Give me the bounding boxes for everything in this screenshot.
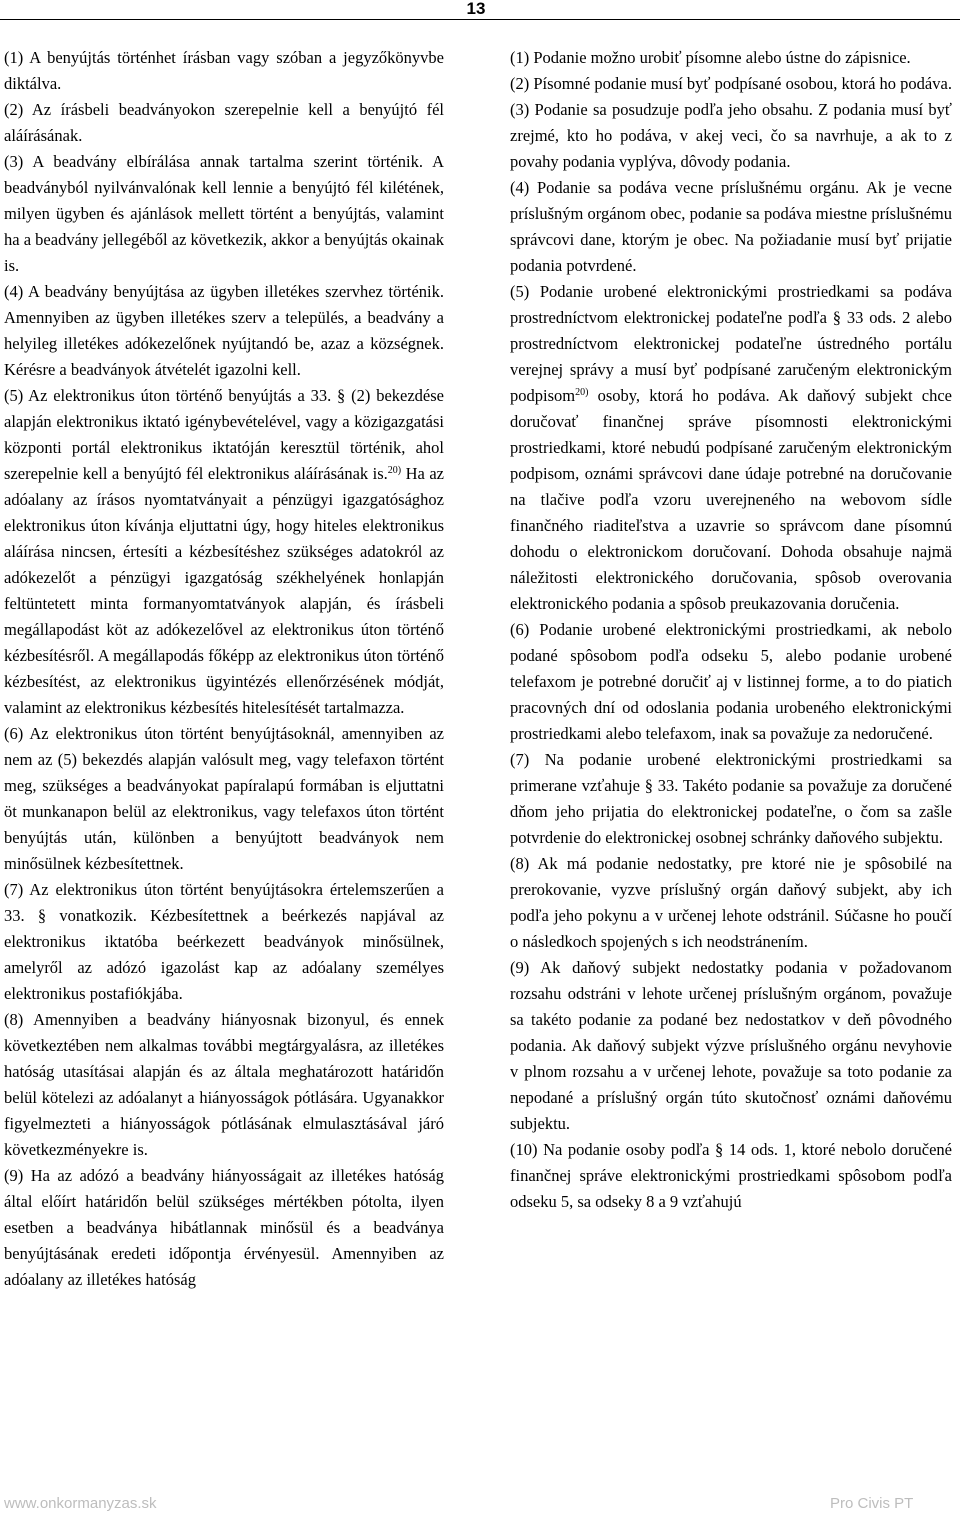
paragraph-4: (4) A beadvány benyújtása az ügyben illetékes szervhez történik. Amennyiben az ügyben illetékes szerv a település, a beadvány a helyileg illetékes adókezelőnek nyújtandó be, azaz a községnek. Kérésre a beadványok átvételét igazolni kell. [4, 282, 444, 379]
page-number: 13 [466, 0, 486, 18]
paragraph-8: (8) Amennyiben a beadvány hiányosnak bizonyul, és ennek következtében nem alkalmas további megtárgyalásra, az illetékes hatóság utasításai alapján és az általa meghatározott határidőn belül kötelezi az adóalanyt a hiányosságok pótlására. Ugyanakkor figyelmezteti a hiányosságok pótlásának elmulasztásával járó következményekre is. [4, 1010, 444, 1159]
paragraph-5-text-before: (5) Podanie urobené elektronickými prostriedkami sa podáva prostredníctvom elektronickej podateľne podľa § 33 ods. 2 alebo prostredníctvom elektronickej podateľne ústredného portálu verejnej správy a musí byť podpísané zaručeným elektronickým podpisom [510, 282, 952, 405]
paragraph-5-text-before: (5) Az elektronikus úton történő benyújtás a 33. § (2) bekezdése alapján elektronikus iktató igénybevételével, vagy a közigazgatási központi portál elektronikus iktatóján keresztül történik, ahol szerepelnie kell a benyújtó fél elektronikus aláírásának is. [4, 386, 444, 483]
paragraph-7: (7) Na podanie urobené elektronickými prostriedkami sa primerane vzťahuje § 33. Takéto podanie sa považuje za doručené dňom jeho prijatia do elektronickej podateľne, o čom sa zašle potvrdenie do elektronickej osobnej schránky daňového subjektu. [510, 750, 952, 847]
paragraph-2: (2) Az írásbeli beadványokon szerepelnie kell a benyújtó fél aláírásának. [4, 100, 444, 145]
right-column-slovak [510, 45, 952, 1215]
paragraph-6: (6) Az elektronikus úton történt benyújtásoknál, amennyiben az nem az (5) bekezdés alapján valósult meg, vagy telefaxon történt meg, szükséges a beadványokat papíralapú formában is eljuttatni öt munkanapon belül az elektronikus, vagy telefaxos úton történt benyújtás után, különben a benyújtott beadványok nem minősülnek kézbesítettnek. [4, 724, 444, 873]
paragraph-10: (10) Na podanie osoby podľa § 14 ods. 1, ktoré nebolo doručené finančnej správe elektronickými prostriedkami spôsobom podľa odseku 5, sa odseky 8 a 9 vzťahujú [510, 1140, 952, 1211]
paragraph-5-text-after: osoby, ktorá ho podáva. Ak daňový subjekt chce doručovať finančnej správe písomnosti elektronickými prostriedkami, ktoré nebudú podpísané zaručeným elektronickým podpisom, oznámi správcovi dane údaje potrebné na doručovanie na tlačive podľa vzoru uverejneného na webovom sídle finančného riaditeľstva a uzavrie so správcom dane písomnú dohodu o elektronickom doručovaní. Dohoda obsahuje najmä náležitosti elektronického doručovania, spôsob overovania elektronického podania a spôsob preukazovania doručenia. [510, 386, 952, 613]
paragraph-8: (8) Ak má podanie nedostatky, pre ktoré nie je spôsobilé na prerokovanie, vyzve príslušný orgán daňový subjekt, aby ich podľa jeho pokynu a v určenej lehote odstránil. Súčasne ho poučí o následkoch spojených s ich neodstránením. [510, 854, 952, 951]
paragraph-4: (4) Podanie sa podáva vecne príslušnému orgánu. Ak je vecne príslušným orgánom obec, podanie sa podáva miestne príslušnému správcovi dane, ktorým je obec. Na požiadanie musí byť prijatie podania potvrdené. [510, 178, 952, 275]
paragraph-2: (2) Písomné podanie musí byť podpísané osobou, ktorá ho podáva. [510, 74, 952, 93]
paragraph-9: (9) Ha az adózó a beadvány hiányosságait az illetékes hatóság által előírt határidőn belül szükséges mértékben pótolta, ilyen esetben a beadványa hibátlannak minősül és a beadványa benyújtásának eredeti időpontja érvényesül. Amennyiben az adóalany az illetékes hatóság [4, 1166, 444, 1289]
paragraph-3: (3) Podanie sa posudzuje podľa jeho obsahu. Z podania musí byť zrejmé, kto ho podáva, v akej veci, čo sa navrhuje, a ak to z povahy podania vyplýva, dôvody podania. [510, 100, 952, 171]
paragraph-9: (9) Ak daňový subjekt nedostatky podania v požadovanom rozsahu odstráni v lehote určenej príslušným orgánom, považuje sa takéto podanie za podané bez nedostatkov v deň pôvodného podania. Ak daňový subjekt výzve príslušného orgánu nevyhovie v plnom rozsahu a v určenej lehote, považuje sa toto podanie za nepodané a príslušný orgán túto skutočnosť oznámi daňovému subjektu. [510, 958, 952, 1133]
footer-website: www.onkormanyzas.sk [4, 1495, 157, 1512]
paragraph-5 [4, 383, 444, 721]
paragraph-1: (1) A benyújtás történhet írásban vagy szóban a jegyzőkönyvbe diktálva. [4, 48, 444, 93]
footnote-ref: 20) [575, 387, 589, 398]
header-rule [0, 19, 960, 20]
footnote-ref: 20) [387, 465, 402, 476]
paragraph-5-text-after: Ha az adóalany az írásos nyomtatványait a pénzügyi igazgatósághoz elektronikus úton kívánja eljuttatni úgy, hogy hiteles elektronikus aláírása nincsen, értesíti a kézbesítéshez szükséges adatokról az adókezelőt a pénzügyi igazgatóság székhelyének honlapján feltüntetett minta formanyomtatványok alapján, és írásbeli megállapodást köt az adókezelővel az elektronikus úton történő kézbesítésről. A megállapodás főképp az elektronikus úton történő kézbesítést, az elektronikus ügyintézés ellenőrzésének módját, valamint az elektronikus kézbesítés hitelesítését tartalmazza. [4, 464, 445, 717]
footer-publisher: Pro Civis PT [830, 1495, 914, 1512]
paragraph-3: (3) A beadvány elbírálása annak tartalma szerint történik. A beadványból nyilvánvalónak kell lennie a benyújtó fél kilétének, milyen ügyben és ajánlások mellett történt a benyújtás, valamint ha a beadvány jellegéből az következik, akkor a benyújtás okainak is. [4, 152, 444, 275]
paragraph-5 [510, 279, 952, 617]
paragraph-6: (6) Podanie urobené elektronickými prostriedkami, ak nebolo podané spôsobom podľa odseku 5, alebo podanie urobené telefaxom je potrebné doručiť aj v listinnej forme, a to do piatich pracovných dní od odoslania podania urobeného elektronickými prostriedkami alebo telefaxom, inak sa považuje za nedoručené. [510, 620, 952, 743]
paragraph-1: (1) Podanie možno urobiť písomne alebo ústne do zápisnice. [510, 48, 911, 67]
left-column-hungarian [4, 45, 444, 1293]
paragraph-7: (7) Az elektronikus úton történt benyújtásokra értelemszerűen a 33. § vonatkozik. Kézbesítettnek a beérkezés napjával az elektronikus iktatóba beérkezett beadványok minősülnek, amelyről az adózó igazolást kap az adóalany személyes elektronikus postafiókjába. [4, 880, 444, 1003]
